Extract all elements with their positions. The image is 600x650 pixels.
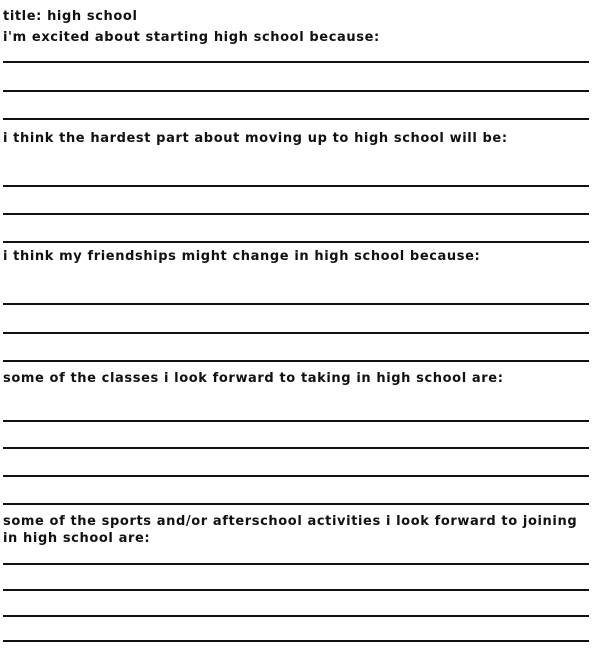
answer-line[interactable] xyxy=(3,213,589,215)
answer-line[interactable] xyxy=(3,615,589,617)
answer-line[interactable] xyxy=(3,360,589,362)
prompt-hardest-part: i think the hardest part about moving up to high school will be: xyxy=(3,131,508,146)
answer-line[interactable] xyxy=(3,447,589,449)
prompt-excited: i'm excited about starting high school because: xyxy=(3,30,380,45)
answer-line[interactable] xyxy=(3,332,589,334)
answer-line[interactable] xyxy=(3,61,589,63)
answer-line[interactable] xyxy=(3,563,589,565)
answer-line[interactable] xyxy=(3,90,589,92)
prompt-friendships: i think my friendships might change in high school because: xyxy=(3,249,481,264)
answer-line[interactable] xyxy=(3,420,589,422)
answer-line[interactable] xyxy=(3,303,589,305)
answer-line[interactable] xyxy=(3,118,589,120)
answer-line[interactable] xyxy=(3,503,589,505)
answer-line[interactable] xyxy=(3,185,589,187)
answer-line[interactable] xyxy=(3,640,589,642)
answer-line[interactable] xyxy=(3,241,589,243)
prompt-activities: some of the sports and/or afterschool activities i look forward to joining in high school are: xyxy=(3,514,578,546)
answer-line[interactable] xyxy=(3,475,589,477)
answer-line[interactable] xyxy=(3,589,589,591)
prompt-classes: some of the classes i look forward to taking in high school are: xyxy=(3,371,504,386)
worksheet-title: title: high school xyxy=(3,9,138,24)
